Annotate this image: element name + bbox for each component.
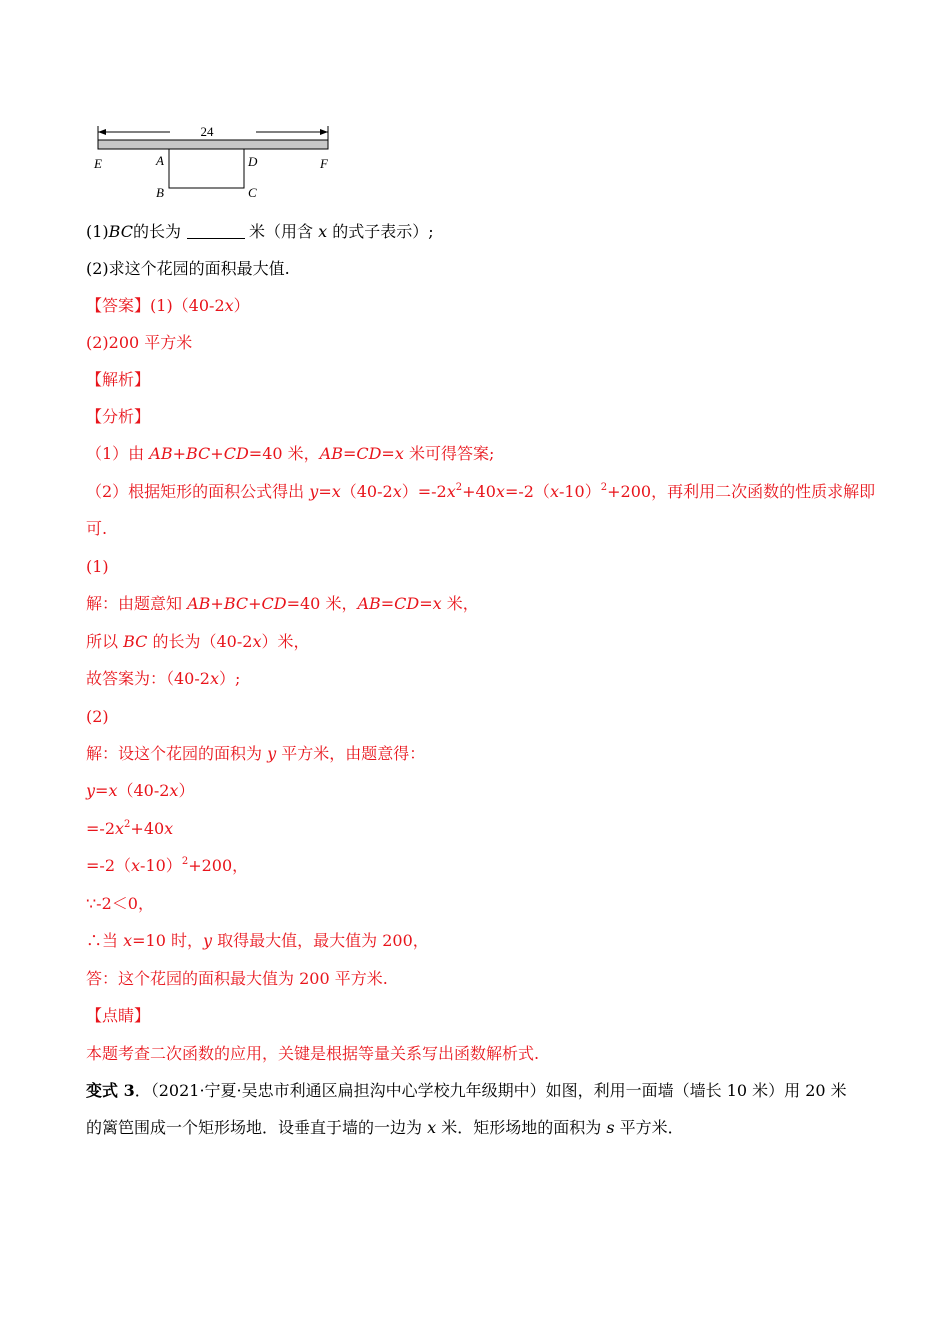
label-d: D <box>248 154 258 169</box>
fenxi-tag: 【分析】 <box>86 407 151 426</box>
wall-garden-figure <box>86 118 346 208</box>
question-1: (1)BC的长为 米（用含 x 的式子表示）; <box>86 222 434 241</box>
arrow-left-icon <box>98 129 106 135</box>
fenxi-point-2-cont: 可. <box>86 519 108 538</box>
solution-2-head: (2) <box>86 707 109 726</box>
dianjing-text: 本题考查二次函数的应用，关键是根据等量关系写出函数解析式. <box>86 1044 540 1063</box>
analysis-tag: 【解析】 <box>86 370 151 389</box>
wall <box>98 140 328 149</box>
solution-1-line-1: 解：由题意知 AB+BC+CD=40 米，AB=CD=x 米， <box>86 594 479 613</box>
solution-2-line-5: ∵-2＜0， <box>86 894 154 913</box>
answer-blank <box>187 222 245 239</box>
solution-1-head: (1) <box>86 557 109 576</box>
label-c: C <box>248 185 257 200</box>
answer-tag: 【答案】 <box>86 296 151 315</box>
wall-length-label: 24 <box>200 124 214 139</box>
fenxi-point-1: （1）由 AB+BC+CD=40 米，AB=CD=x 米可得答案; <box>86 444 495 463</box>
solution-2-line-1: 解：设这个花园的面积为 y 平方米，由题意得： <box>86 744 426 763</box>
solution-2-line-7: 答：这个花园的面积最大值为 200 平方米. <box>86 969 388 988</box>
label-b: B <box>156 185 164 200</box>
label-e: E <box>94 156 102 171</box>
answer-line-2: (2)200 平方米 <box>86 333 193 352</box>
answer-line-1: 【答案】(1)（40-2x） <box>86 296 250 315</box>
arrow-right-icon <box>320 129 328 135</box>
solution-2-line-4: $=-2(x-10)^2+200$， <box>86 856 249 875</box>
solution-1-line-2: 所以 BC 的长为（40-2x）米， <box>86 632 310 651</box>
variant-3-line-1: 变式 3．（2021·宁夏·吴忠市利通区扁担沟中心学校九年级期中）如图，利用一面墙（墙长 10 米）用 20 米 <box>86 1081 847 1100</box>
solution-2-line-6: ∴当 x=10 时，y 取得最大值，最大值为 200， <box>86 931 429 950</box>
dianjing-tag: 【点睛】 <box>86 1006 151 1025</box>
solution-2-line-3: $=-2x^2+40x$ <box>86 819 174 838</box>
wall-garden-diagram <box>86 118 346 208</box>
question-2: (2)求这个花园的面积最大值. <box>86 259 290 278</box>
label-f: F <box>320 156 328 171</box>
variant-label: 变式 3 <box>86 1081 135 1100</box>
solution-1-line-3: 故答案为：（40-2x）; <box>86 669 241 688</box>
garden-rectangle <box>169 149 244 188</box>
fenxi-point-2: （2）根据矩形的面积公式得出 $y=x(40-2x)=-2x^2+40x=-2(x-10)^2+200$，再利用二次函数的性质求解即 <box>86 482 876 501</box>
variant-3-line-2: 的篱笆围成一个矩形场地．设垂直于墙的一边为 x 米．矩形场地的面积为 s 平方米． <box>86 1118 684 1137</box>
solution-2-line-2: y=x（40-2x） <box>86 781 195 800</box>
label-a: A <box>156 153 164 168</box>
